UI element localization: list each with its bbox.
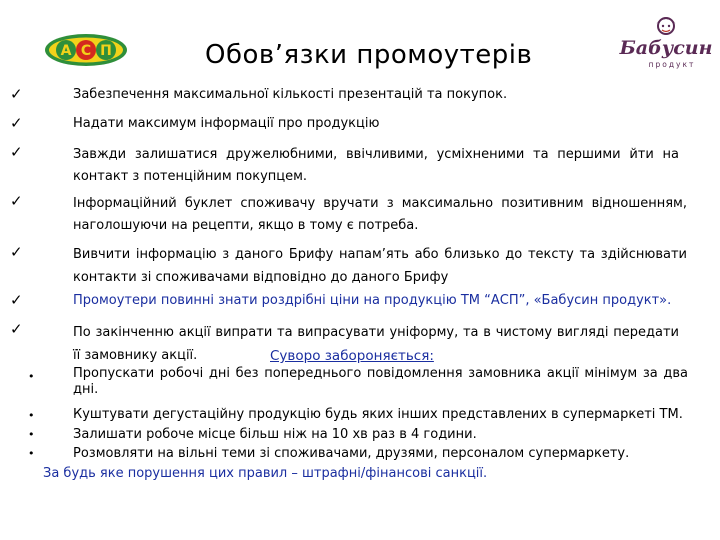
page-title: Обов’язки промоутерів — [205, 40, 533, 70]
babusyn-logo-text: Бабусин — [619, 37, 713, 59]
check-icon: ✓ — [10, 114, 23, 132]
asp-letter-s: С — [80, 43, 92, 59]
check-icon: ✓ — [10, 143, 23, 161]
forbidden-item-2: Куштувати дегустаційну продукцію будь яких інших представлених в супермаркеті ТМ. — [73, 407, 683, 422]
bullet-icon: • — [28, 447, 35, 460]
forbidden-heading: Суворо забороняється: — [270, 348, 434, 364]
duty-item-1: Забезпечення максимальної кількості презентацій та покупок. — [73, 87, 508, 102]
duty-item-6: Промоутери повинні знати роздрібні ціни на продукцію ТМ “АСП”, «Бабусин продукт». — [73, 293, 672, 308]
check-icon: ✓ — [10, 192, 23, 210]
check-icon: ✓ — [10, 85, 23, 103]
duty-item-2: Надати максимум інформації про продукцію — [73, 116, 380, 131]
forbidden-item-4: Розмовляти на вільні теми зі споживачами, друзями, персоналом супермаркету. — [73, 446, 630, 461]
duty-item-7: По закінченню акції випрати та випрасувати уніформу, та в чистому вигляді передати її замовнику акції. — [73, 325, 679, 363]
footer-note: За будь яке порушення цих правил – штрафні/фінансові санкції. — [43, 466, 488, 481]
forbidden-item-1: Пропускати робочі дні без попереднього повідомлення замовника акції мінімум за два дні. — [73, 366, 688, 397]
asp-letter-p: П — [100, 43, 112, 59]
check-icon: ✓ — [10, 320, 23, 338]
babusyn-logo — [618, 14, 714, 76]
duty-item-5: Вивчити інформацію з даного Брифу напам’ять або близько до тексту та здійснювати контакти зі споживачами відповідно до даного Брифу — [73, 247, 687, 285]
duty-item-3: Завжди залишатися дружелюбними, ввічливими, усміхненими та першими йти на контакт з потенційним покупцем. — [73, 147, 679, 184]
check-icon: ✓ — [10, 291, 23, 309]
duty-item-4: Інформаційний буклет споживачу вручати з максимально позитивним відношенням, наголошуючи на рецепти, якщо в тому є потреба. — [73, 196, 687, 233]
asp-letter-a: А — [60, 43, 72, 59]
bullet-icon: • — [28, 428, 35, 441]
babusyn-logo-sub: продукт — [648, 60, 696, 69]
asp-logo — [44, 33, 128, 67]
bullet-icon: • — [28, 409, 35, 422]
check-icon: ✓ — [10, 243, 23, 261]
bullet-icon: • — [28, 370, 35, 383]
forbidden-item-3: Залишати робоче місце більш ніж на 10 хв раз в 4 години. — [73, 427, 477, 442]
